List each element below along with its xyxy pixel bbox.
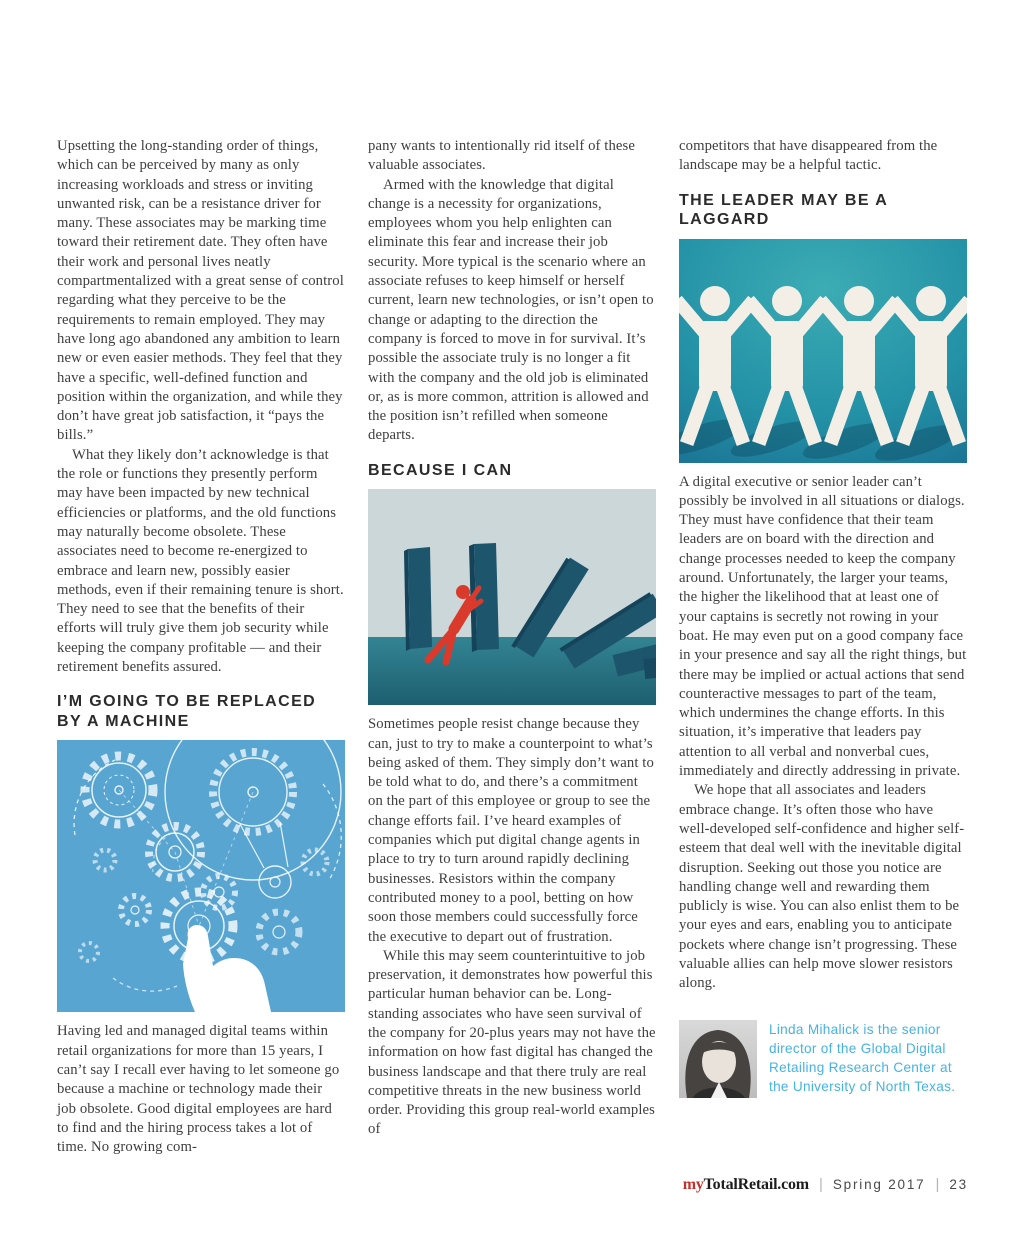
paragraph: What they likely don’t acknowledge is that the role or functions they presently perform may have been impacted by new technical efficiencies or platforms, and the old functions may naturally become obsolete. These associates need to become re-energized to embrace and learn new, possibly easier methods, even if their remaining tenure is short. They need to see that the benefits of their efforts will truly give them job security while keeping the company profitable — and their retirement benefits assured. — [57, 446, 344, 676]
section-heading-because-i-can: BECAUSE I CAN — [368, 461, 513, 479]
article-columns — [57, 137, 968, 1157]
author-bio-text: Linda Mihalick is the senior director of the Global Digital Retailing Research Center at the University of North Texas. — [769, 1021, 956, 1094]
paragraph: Sometimes people resist change because they can, just to try to make a counterpoint to what’s being asked of them. They simply don’t want to be told what to do, and there’s a commitment on the part of this employee or group to see the change efforts fail. I’ve heard examples of companies which put digital change agents in place to try to turn around rapidly declining businesses. Resistors within the company contributed money to a pool, betting on how soon those members could successfully force the executive to depart out of frustration. — [368, 716, 654, 945]
paragraph: While this may seem counterintuitive to job preservation, it demonstrates how powerful this particular human behavior can be. Long-standing associates who have seen survival of the company for 20-plus years may not have the information on how fast digital has changed the business landscape and that there truly are real competitive threats in the new business world order. Providing this group real-world examples of — [368, 947, 656, 1138]
brand-my: my — [682, 1176, 704, 1193]
gears-illustration — [57, 740, 345, 1012]
paragraph: competitors that have disappeared from the landscape may be a helpful tactic. — [679, 138, 938, 174]
paragraph: We hope that all associates and leaders embrace change. It’s often those who have well-developed self-confidence and higher self-esteem that deal well with the inevitable digital disruption. Seeking out those you notice are handling change well and rewarding them publicly is wise. You can also enlist them to be your eyes and ears, enabling you to anticipate pockets where change isn’t progressing. These valuable allies can help move slower resistors along. — [679, 782, 965, 992]
paragraph: Having led and managed digital teams within retail organizations for more than 15 years, I can’t say I recall ever having to let someone go because a machine or technology made their job obsolete. Good digital employees are hard to find and the hiring process takes a lot of time. No growing com- — [57, 1023, 340, 1156]
footer-page-number: 23 — [949, 1177, 968, 1192]
column-3 — [679, 137, 967, 1157]
section-heading-replaced-by-machine: I’M GOING TO BE REPLACED BY A MACHINE — [57, 693, 317, 730]
footer-issue: Spring 2017 — [832, 1177, 926, 1192]
paper-dolls-illustration — [679, 239, 967, 463]
column-2 — [368, 137, 656, 1157]
paragraph: Upsetting the long-standing order of things, which can be perceived by many as only increasing workloads and stress or inviting unwanted risk, can be a resistance driver for many. These associates may be marking time toward their retirement date. They often have their work and personal lives neatly compartmentalized with a great sense of control regarding what they perceive to be the requirements to remain employed. They may have long ago abandoned any ambition to learn new or even easier methods. They feel that they have a specific, well-defined function and position within the organization, and while they don’t have great job satisfaction, it “pays the bills.” — [57, 138, 344, 444]
paragraph: Armed with the knowledge that digital change is a necessity for organizations, employees whom you help enlighten can eliminate this fear and increase their job security. More typical is the scenario where an associate refuses to keep himself or herself current, learn new technologies, or isn’t open to change or adapting to the direction the company is forced to move in for survival. It’s possible the associate truly is no longer a fit with the company and the old job is eliminated or, as is more common, attrition is allowed and the position isn’t refilled when someone departs. — [368, 176, 654, 444]
page-footer — [683, 1176, 968, 1194]
brand-rest: TotalRetail.com — [703, 1176, 809, 1193]
author-photo — [679, 1020, 757, 1098]
paragraph: A digital executive or senior leader can’t possibly be involved in all situations or dialogs. They must have confidence that their team leaders are on board with the direction and change processes needed to keep the company around. Unfortunately, the larger your teams, the higher the likelihood that at least one of your captains is secretly not rowing in your boat. He may even put on a good company face in your presence and say all the right things, but there may be implied or actual actions that send counteractive messages to part of the team, which undermines the change efforts. In this situation, it’s imperative that leaders pay attention to all verbal and nonverbal cues, immediately and directly addressing in private. — [679, 473, 967, 780]
paragraph: pany wants to intentionally rid itself of these valuable associates. — [368, 138, 635, 174]
footer-separator: | — [935, 1176, 940, 1193]
dominoes-illustration — [368, 489, 656, 705]
section-heading-leader-laggard: THE LEADER MAY BE A LAGGARD — [679, 191, 888, 229]
footer-separator: | — [818, 1176, 823, 1193]
author-bio — [679, 1020, 967, 1098]
column-1 — [57, 137, 345, 1157]
brand-logo — [683, 1176, 809, 1194]
